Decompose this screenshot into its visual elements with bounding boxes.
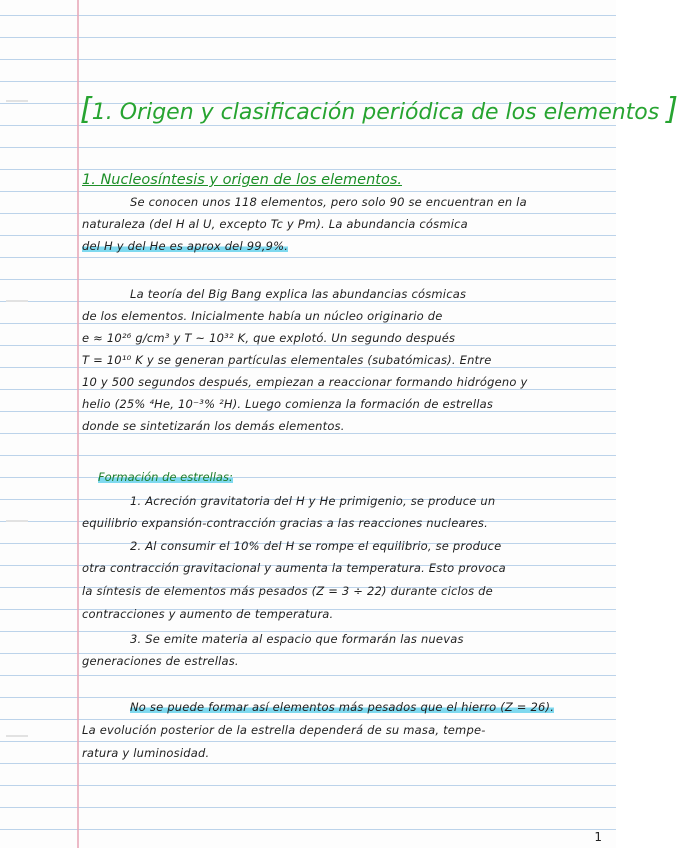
stars-line: 3. Se emite materia al espacio que formarán las nuevas [130,632,464,646]
p2-line: de los elementos. Inicialmente había un núcleo originario de [82,309,443,323]
p2-line: T = 10¹⁰ K y se generan partículas elementales (subatómicas). Entre [82,353,492,367]
binding-mark [6,735,28,737]
p3-line: ratura y luminosidad. [82,746,210,760]
binding-mark [6,520,28,522]
p1-line: naturaleza (del H al U, excepto Tc y Pm). La abundancia cósmica [82,217,468,231]
p2-line: La teoría del Big Bang explica las abundancias cósmicas [130,287,467,301]
stars-heading-text: Formación de estrellas: [98,470,233,484]
title-text: Origen y clasificación periódica de los elementos [119,100,660,125]
page-title [80,92,678,127]
p2-line: helio (25% ⁴He, 10⁻³% ²H). Luego comienza la formación de estrellas [82,397,494,411]
page-number: 1 [594,830,602,844]
stars-line: 2. Al consumir el 10% del H se rompe el equilibrio, se produce [130,539,502,553]
p3-line: La evolución posterior de la estrella dependerá de su masa, tempe- [82,723,486,737]
binding-mark [6,300,28,302]
stars-heading [98,470,233,484]
p1-line: Se conocen unos 118 elementos, pero solo 90 se encuentran en la [130,195,527,209]
section-heading: 1. Nucleosíntesis y origen de los elementos. [82,172,402,188]
stars-line: generaciones de estrellas. [82,654,239,668]
highlighted-text: del H y del He es aprox del 99,9%. [82,239,289,253]
title-number: 1. [91,100,113,125]
stars-line: contracciones y aumento de temperatura. [82,607,334,621]
stars-line: equilibrio expansión-contracción gracias a las reacciones nucleares. [82,516,488,530]
stars-line: la síntesis de elementos más pesados (Z = 3 ÷ 22) durante ciclos de [82,584,493,598]
margin-line [77,0,79,848]
title-close-bracket: ] [666,92,678,127]
p3-line [82,698,650,716]
title-open-bracket: [ [80,92,92,127]
p2-line: donde se sintetizarán los demás elementos. [82,419,345,433]
highlighted-text: No se puede formar así elementos más pesados que el hierro (Z = 26). [130,700,555,714]
binding-mark [6,100,28,102]
stars-line: 1. Acreción gravitatoria del H y He primigenio, se produce un [130,494,496,508]
p1-line [82,237,602,255]
p2-line: e ≈ 10²⁶ g/cm³ y T ~ 10³² K, que explotó. Un segundo después [82,331,456,345]
stars-line: otra contracción gravitacional y aumenta la temperatura. Esto provoca [82,561,506,575]
p2-line: 10 y 500 segundos después, empiezan a reaccionar formando hidrógeno y [82,375,528,389]
